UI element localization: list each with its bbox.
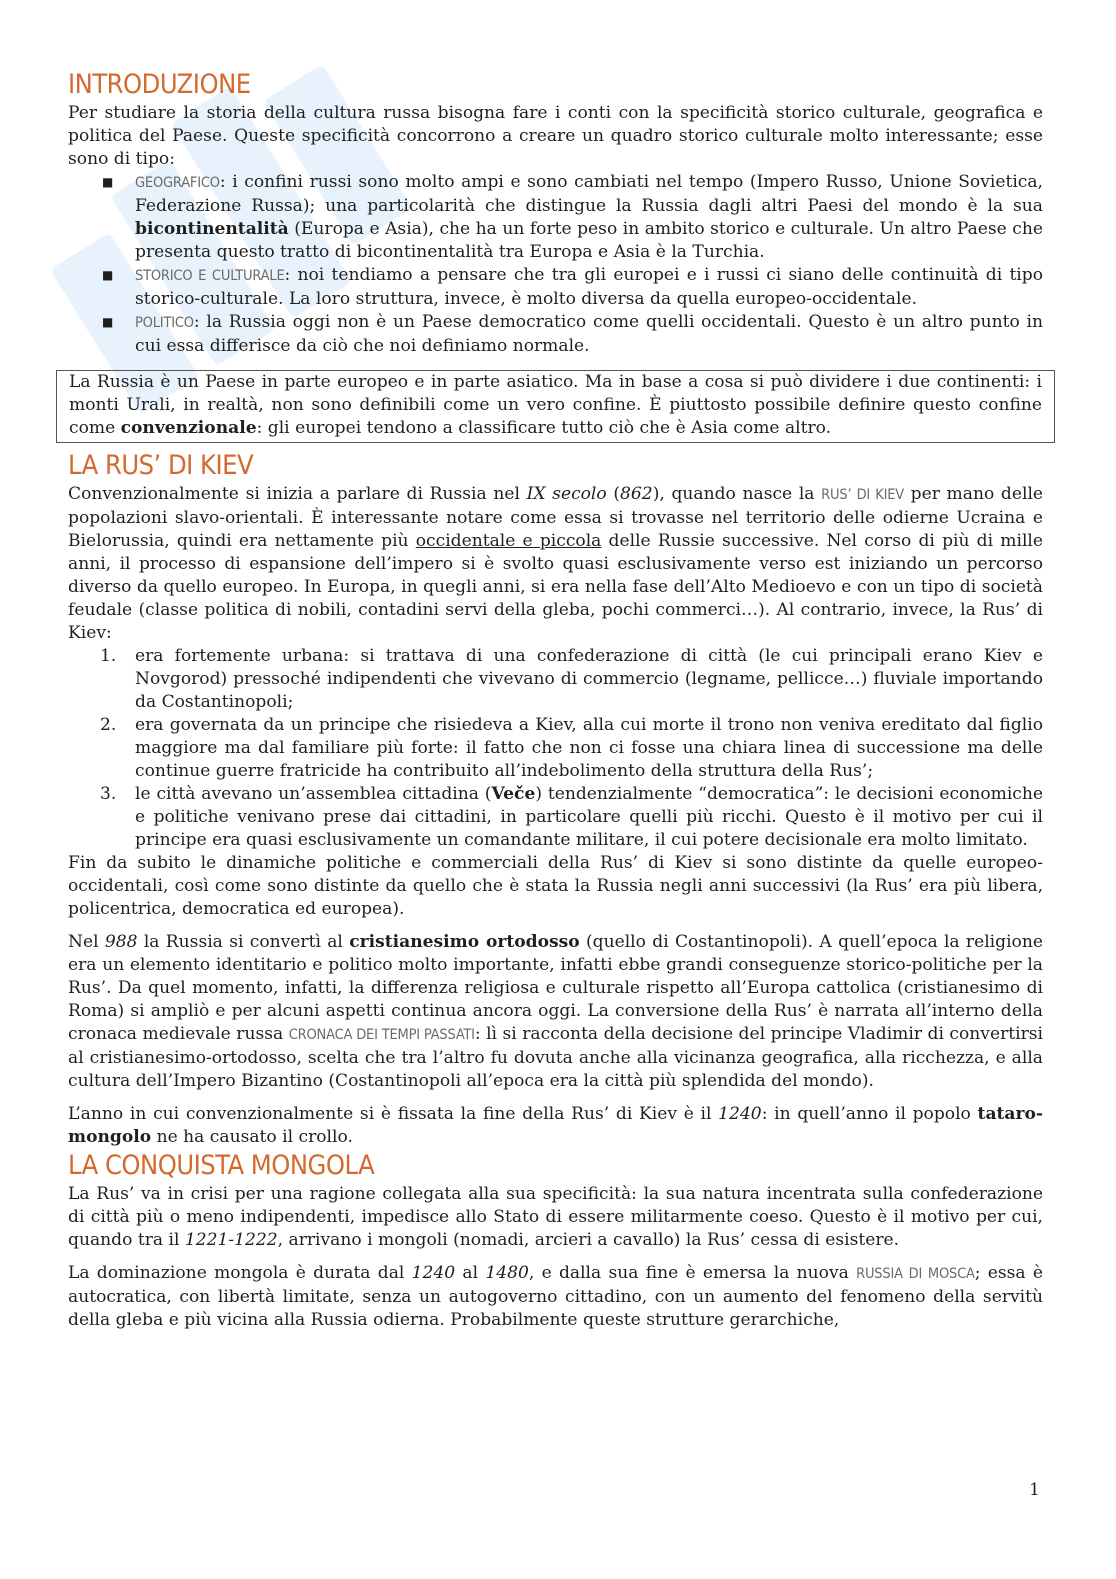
list-item: ■ GEOGRAFICO: i confini russi sono molto ampi e sono cambiati nel tempo (Impero Russo, Unione Sovietica, Federazione Russa); una particolarità che distingue la Russia dagli altri Paesi del mondo è la sua bicontinentalità (Europa e Asia), che ha un forte peso in ambito storico e culturale. Un altro Paese che presenta questo tratto di bicontinentalità tra Europa e Asia è la Turchia. bbox=[102, 172, 1043, 262]
mongol-paragraph-1: La Rus’ va in crisi per una ragione collegata alla sua specificità: la sua natura incentrata sulla confederazione di città più o meno indipendenti, impedisce allo Stato di essere militarmente coeso. Questo è il motivo per cui, quando tra il 1221-1222, arrivano i mongoli (nomadi, arcieri a cavallo) la Rus’ cessa di esistere. bbox=[68, 1184, 1043, 1250]
list-item: ■ STORICO E CULTURALE: noi tendiamo a pensare che tra gli europei e i russi ci siano delle continuità di tipo storico-culturale. La loro struttura, invece, è molto diversa da quella europeo-occidentale. bbox=[102, 265, 1044, 309]
intro-paragraph: Per studiare la storia della cultura russa bisogna fare i conti con la specificità storico culturale, geografica e politica del Paese. Queste specificità concorrono a creare un quadro storico culturale molto interessante; esse sono di tipo: bbox=[68, 103, 1043, 169]
intro-list bbox=[68, 171, 1043, 358]
kiev-paragraph-3: Nel 988 la Russia si convertì al cristianesimo ortodosso (quello di Costantinopoli). A quell’epoca la religione era un elemento identitario e politico molto importante, infatti ebbe grandi conseguenze storico-politiche per la Rus’. Da quel momento, infatti, la differenza religiosa e culturale rispetto all’Europa cattolica (cristianesimo di Roma) si ampliò e per alcuni aspetti continua ancora oggi. La conversione della Rus’ è narrata all’interno della cronaca medievale russa CRONACA DEI TEMPI PASSATI: lì si racconta della decisione del principe Vladimir di convertirsi al cristianesimo-ortodosso, scelta che tra l’altro fu dovuta anche alla vicinanza geografica, alla ricchezza, e alla cultura dell’Impero Bizantino (Costantinopoli all’epoca era la città più splendida del mondo). bbox=[68, 932, 1043, 1091]
square-bullet-icon: ■ bbox=[102, 268, 114, 282]
list-item: 2. era governata da un principe che risiedeva a Kiev, alla cui morte il trono non veniva ereditato dal figlio maggiore ma dal familiare più forte: il fatto che non ci fosse una chiara linea di successione ma delle continue guerre fratricide ha contribuito all’indebolimento della struttura della Rus’; bbox=[100, 715, 1043, 781]
section-title-conquista-mongola: LA CONQUISTA MONGOLA bbox=[68, 1150, 375, 1181]
mongol-paragraph-2: La dominazione mongola è durata dal 1240 al 1480, e dalla sua fine è emersa la nuova RUSSIA DI MOSCA; essa è autocratica, con libertà limitate, senza un autogoverno cittadino, con un aumento del fenomeno della servitù della gleba e più vicina alla Russia odierna. Probabilmente queste strutture gerarchiche, bbox=[68, 1263, 1043, 1330]
kiev-paragraph-4: L’anno in cui convenzionalmente si è fissata la fine della Rus’ di Kiev è il 1240: in quell’anno il popolo tataro-mongolo ne ha causato il crollo. bbox=[68, 1104, 1043, 1147]
list-item: 3. le città avevano un’assemblea cittadina (Veče) tendenzialmente “democratica”: le decisioni economiche e politiche venivano prese dai cittadini, in particolare quelli più ricchi. Questo è il motivo per cui il principe era quasi esclusivamente un comandante militare, il cui potere decisionale era molto limitato. bbox=[100, 784, 1044, 850]
kiev-list bbox=[68, 645, 1043, 852]
highlight-box bbox=[56, 370, 1055, 443]
kiev-paragraph-2: Fin da subito le dinamiche politiche e commerciali della Rus’ di Kiev si sono distinte da quelle europeo-occidentali, così come sono distinte da quello che è stata la Russia negli anni successivi (la Rus’ era più libera, policentrica, democratica ed europea). bbox=[68, 853, 1043, 919]
section-title-introduzione: INTRODUZIONE bbox=[68, 69, 251, 100]
section-title-rus-di-kiev: LA RUS’ DI KIEV bbox=[68, 450, 254, 481]
list-item: ■ POLITICO: la Russia oggi non è un Paese democratico come quelli occidentali. Questo è un altro punto in cui essa differisce da ciò che noi definiamo normale. bbox=[102, 312, 1043, 356]
box-text: La Russia è un Paese in parte europeo e in parte asiatico. Ma in base a cosa si può dividere i due continenti: i monti Urali, in realtà, non sono definibili come un vero confine. È piuttosto possibile definire questo confine come convenzionale: gli europei tendono a classificare tutto ciò che è Asia come altro. bbox=[69, 372, 1042, 438]
kiev-paragraph-1: Convenzionalmente si inizia a parlare di Russia nel IX secolo (862), quando nasce la RUS’ DI KIEV per mano delle popolazioni slavo-orientali. È interessante notare come essa si trovasse nel territorio delle odierne Ucraina e Bielorussia, quindi era nettamente più occidentale e piccola delle Russie successive. Nel corso di più di mille anni, il processo di espansione dell’impero si è svolto quasi esclusivamente verso est iniziando un percorso diverso da quello europeo. In Europa, in quegli anni, si era nella fase dell’Alto Medioevo e con un tipo di società feudale (classe politica di nobili, contadini servi della gleba, pochi commerci…). Al contrario, invece, la Rus’ di Kiev: bbox=[68, 484, 1044, 643]
list-item: 1. era fortemente urbana: si trattava di una confederazione di città (le cui principali erano Kiev e Novgorod) pressoché indipendenti che vivevano di commercio (legname, pellicce…) fluviale importando da Costantinopoli; bbox=[100, 646, 1043, 712]
page-number: 1 bbox=[1029, 1480, 1040, 1500]
square-bullet-icon: ■ bbox=[102, 315, 114, 329]
square-bullet-icon: ■ bbox=[102, 175, 114, 189]
